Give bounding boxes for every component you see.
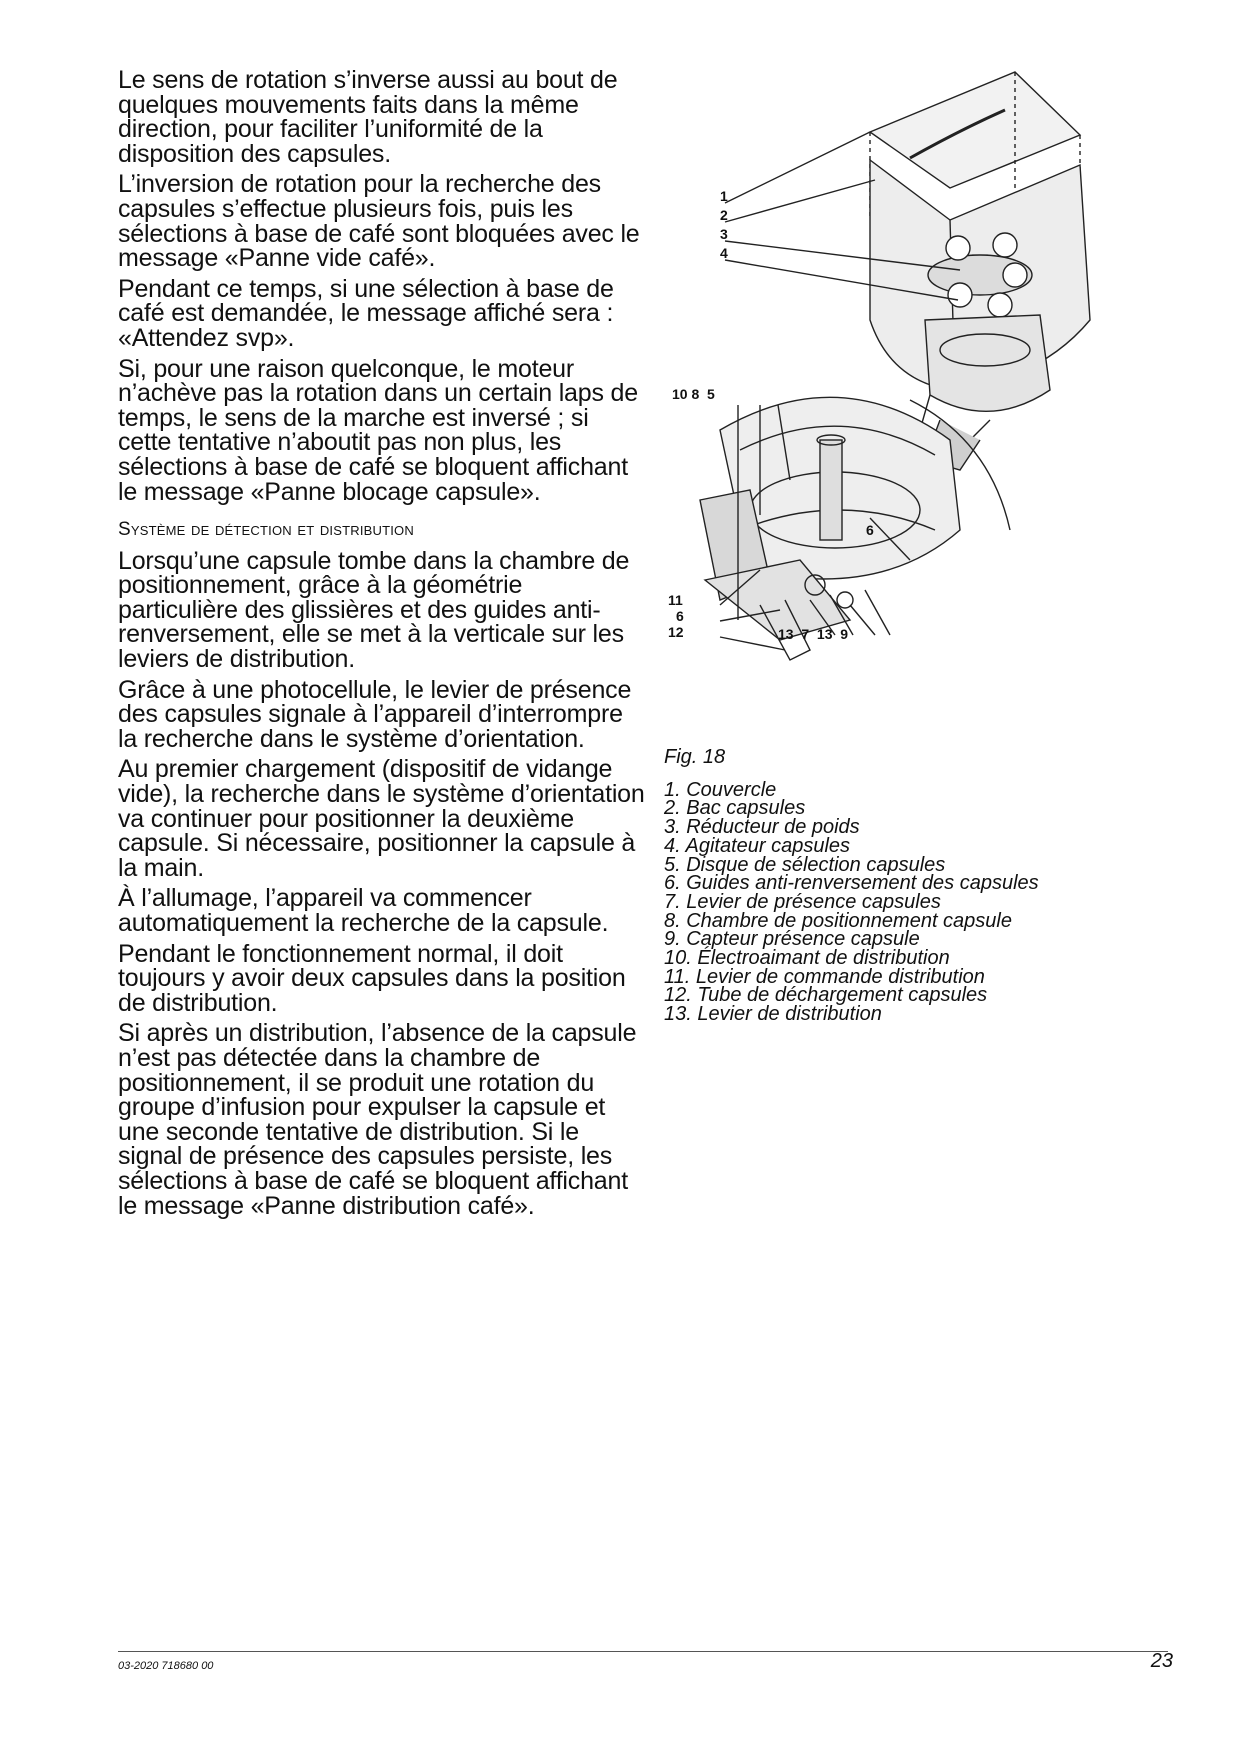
legend-item: 9. Capteur présence capsule <box>664 928 920 951</box>
callout-label: 2 <box>720 207 728 223</box>
legend-item: 11. Levier de commande distribution <box>664 965 985 988</box>
figure-title: Fig. 18 <box>664 746 726 768</box>
callout-label: 1 <box>720 188 728 204</box>
paragraph: Le sens de rotation s’inverse aussi au bout de quelques mouvements faits dans la même direction, pour faciliter l’uniformité de la disposition des capsules. <box>118 66 618 168</box>
callout-label: 13 7 13 9 <box>778 626 849 642</box>
paragraph: À l’allumage, l’appareil va commencer automatiquement la recherche de la capsule. <box>118 884 609 937</box>
paragraph: Grâce à une photocellule, le levier de présence des capsules signale à l’appareil d’interrompre la recherche dans le système d’orientation. <box>118 675 632 753</box>
legend-item: 10. Électroaimant de distribution <box>664 947 950 970</box>
footer-divider <box>118 1651 1168 1652</box>
callout-label: 12 <box>668 624 684 640</box>
legend-item: 4. Agitateur capsules <box>664 834 851 857</box>
section-heading: Système de détection et distribution <box>118 519 414 541</box>
paragraph: Pendant ce temps, si une sélection à base de café est demandée, le message affiché sera : «Attendez svp». <box>118 274 614 352</box>
legend-item: 8. Chambre de positionnement capsule <box>664 909 1012 932</box>
legend-item: 5. Disque de sélection capsules <box>664 853 946 876</box>
exploded-view-figure <box>660 60 1120 720</box>
callout-label: 11 <box>668 592 683 608</box>
legend-item: 12. Tube de déchargement capsules <box>664 984 988 1007</box>
legend-item: 13. Levier de distribution <box>664 1003 882 1026</box>
capsule-dispenser-drawing <box>660 60 1120 720</box>
figure-caption <box>664 748 1114 1024</box>
callout-label: 4 <box>720 245 728 261</box>
legend-item: 6. Guides anti-renversement des capsules <box>664 872 1039 895</box>
page-number: 23 <box>1150 1650 1173 1672</box>
paragraph: Si, pour une raison quelconque, le moteur n’achève pas la rotation dans un certain laps de temps, le sens de la marche est inversé ; si cette tentative n’aboutit pas non plus, les sélections à base de café se bloquent affichant le message «Panne blocage capsule». <box>118 354 638 506</box>
paragraph: L’inversion de rotation pour la recherche des capsules s’effectue plusieurs fois, puis les sélections à base de café sont bloquées avec le message «Panne vide café». <box>118 170 640 273</box>
paragraph: Lorsqu’une capsule tombe dans la chambre de positionnement, grâce à la géométrie particulière des glissières et des guides anti-renversement, elle se met à la verticale sur les leviers de distribution. <box>118 546 630 674</box>
main-text-column <box>118 68 646 1224</box>
legend-item: 1. Couvercle <box>664 778 777 801</box>
callout-label: 6 <box>866 522 874 538</box>
legend-item: 3. Réducteur de poids <box>664 816 860 839</box>
legend-item: 2. Bac capsules <box>664 797 806 820</box>
paragraph: Au premier chargement (dispositif de vidange vide), la recherche dans le système d’orientation va continuer pour positionner la deuxième capsule. Si nécessaire, positionner la capsule à la main. <box>118 755 645 882</box>
callout-label: 3 <box>720 226 728 242</box>
legend-item: 7. Levier de présence capsules <box>664 890 941 913</box>
paragraph: Pendant le fonctionnement normal, il doit toujours y avoir deux capsules dans la position de distribution. <box>118 939 626 1017</box>
document-reference: 03-2020 718680 00 <box>118 1660 214 1672</box>
paragraph: Si après un distribution, l’absence de la capsule n’est pas détectée dans la chambre de positionnement, il se produit une rotation du groupe d’infusion pour expulser la capsule et une seconde tentative de distribution. Si le signal de présence des capsules persiste, les sélections à base de café se bloquent affichant le message «Panne distribution café». <box>118 1019 637 1220</box>
callout-label: 6 <box>676 608 684 624</box>
callout-label: 10 8 5 <box>672 386 715 402</box>
